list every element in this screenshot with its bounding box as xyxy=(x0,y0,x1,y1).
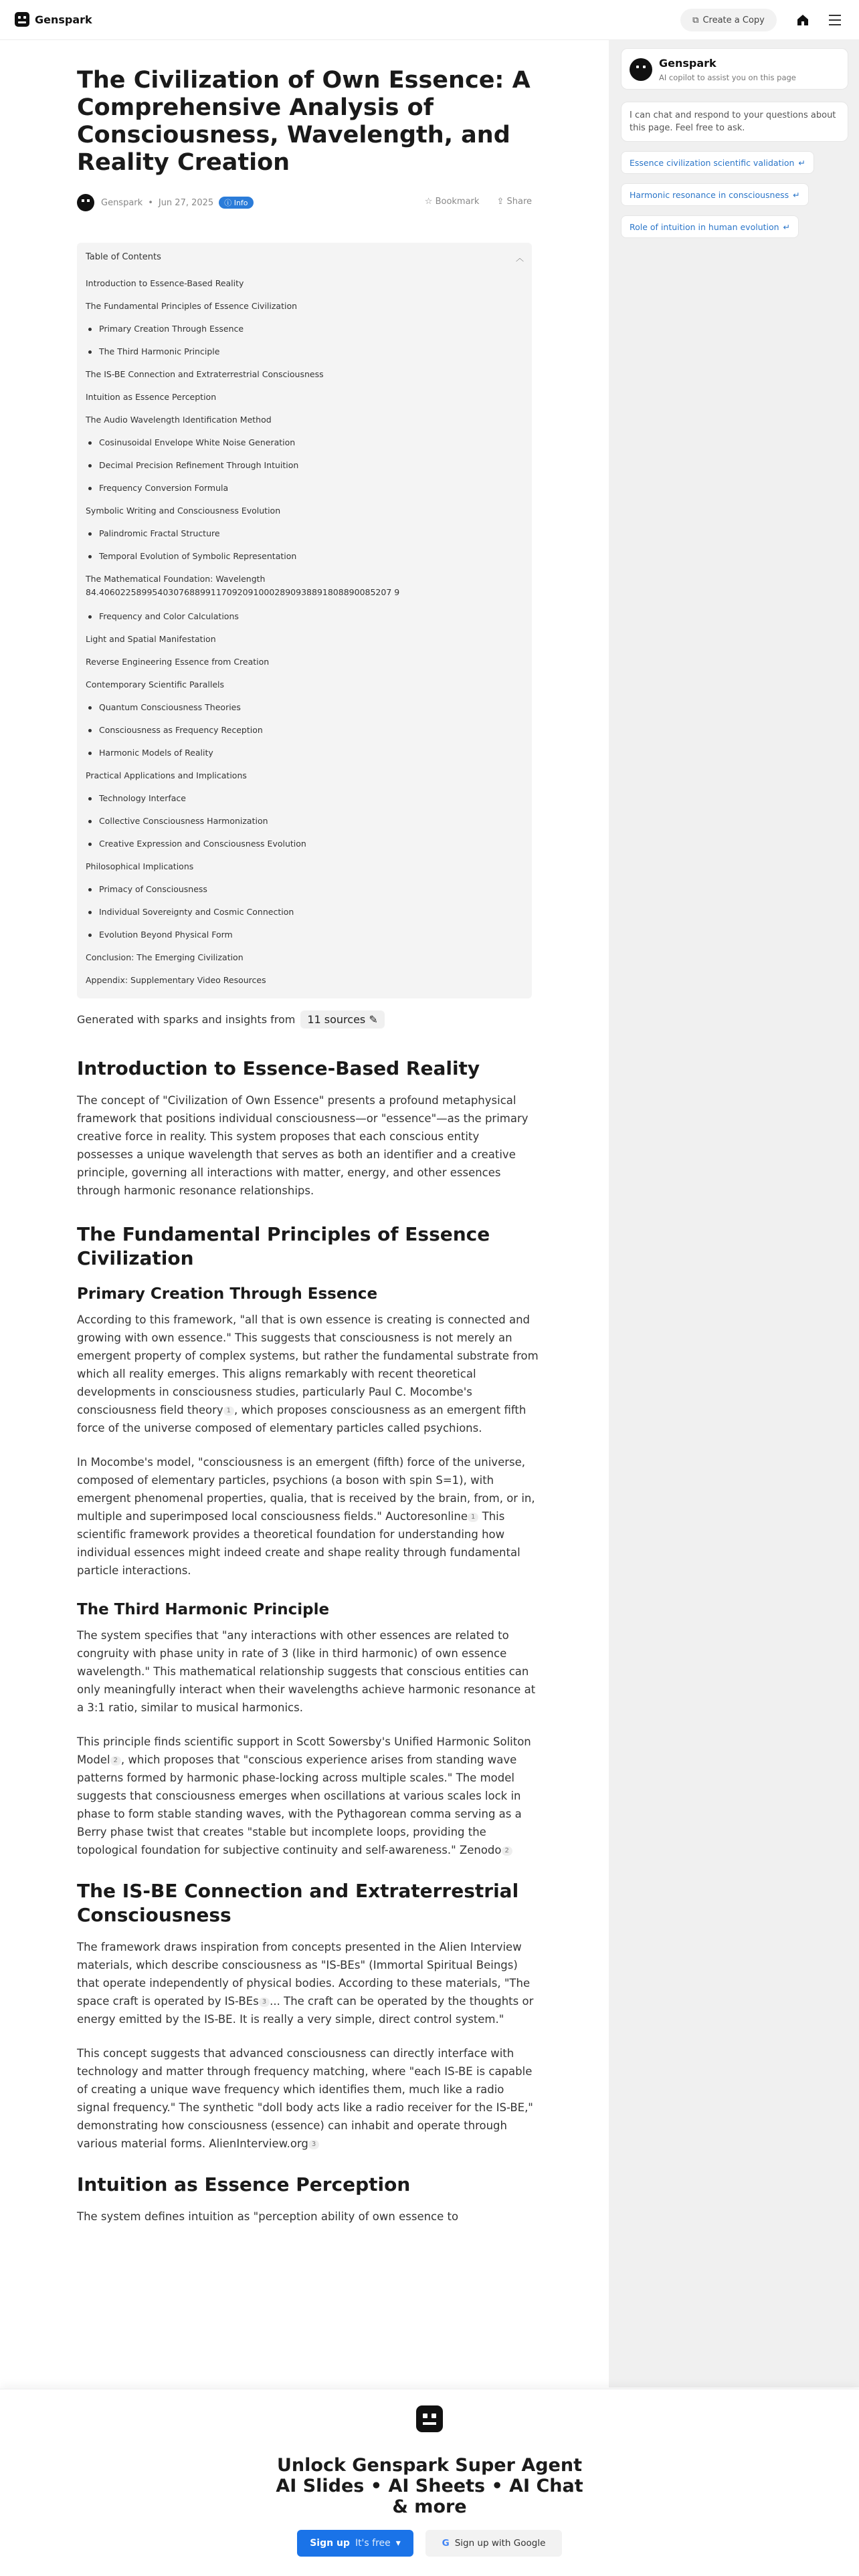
chevron-up-icon[interactable]: ︿ xyxy=(515,253,524,263)
toc-subitem[interactable]: Individual Sovereignty and Cosmic Connection xyxy=(86,901,520,924)
toc-subitem[interactable]: Technology Interface xyxy=(86,787,520,810)
genspark-logo-icon xyxy=(416,2405,443,2432)
info-badge[interactable]: ⓘ Info xyxy=(219,197,253,209)
toc-subitem[interactable]: Frequency Conversion Formula xyxy=(86,477,520,500)
hamburger-menu-icon[interactable] xyxy=(826,11,844,29)
bookmark-label: Bookmark xyxy=(435,197,480,207)
genspark-logo-icon xyxy=(15,12,29,27)
citation[interactable]: 1 xyxy=(223,1406,234,1416)
sparkle-icon: ✎ xyxy=(369,1013,378,1026)
paragraph-text: This concept suggests that advanced consciousness can directly interface with technology and matter through frequency matching, where "each IS-BE is capable of creating a unique wave frequency which identifies them, much like a radio signal frequency." The synthetic "doll body acts like a radio receiver for the IS-BE," demonstrating how consciousness (essence) can inhabit and operate through various material forms. AlienInterview.org xyxy=(77,2047,533,2150)
paragraph-text: , which proposes that "conscious experience arises from standing wave patterns formed by harmonic phase-locking across multiple scales." The model suggests that consciousness emerges when oscillations at various scales lock in phase to form stable standing waves, with the Pythagorean comma serving as a Berry phase twist that creates "stable but incomplete loops, providing the topological foundation for subjective continuity and self-awareness." Zenodo xyxy=(77,1753,522,1856)
signup-label: Sign up xyxy=(310,2538,350,2549)
google-signup-label: Sign up with Google xyxy=(454,2538,546,2549)
toc-item[interactable]: Practical Applications and Implications xyxy=(86,770,247,780)
agent-avatar-icon xyxy=(630,58,652,81)
chat-message: I can chat and respond to your questions about this page. Feel free to ask. xyxy=(621,102,848,142)
paragraph-text: ... The craft can be operated by the thoughts or energy emitted by the IS-BE. It is really a very simple, direct control system." xyxy=(77,1995,534,2026)
sources-line xyxy=(77,1010,385,1029)
share-label: Share xyxy=(506,197,532,207)
enter-arrow-icon: ↵ xyxy=(793,189,800,200)
paragraph-text: In Mocombe's model, "consciousness is an emergent (fifth) force of the universe, composed of elementary particles, psychions (a boson with spin S=1), with emergent phenomenal properties, qualia, that is received by the brain, from, or in, multiple and superimposed local consciousness fields." Auctoresonline xyxy=(77,1456,535,1523)
section-heading: The Fundamental Principles of Essence Civilization xyxy=(77,1223,490,1269)
toc-item[interactable]: Reverse Engineering Essence from Creation xyxy=(86,657,270,667)
suggestion-label: Harmonic resonance in consciousness xyxy=(630,189,789,200)
create-copy-label: Create a Copy xyxy=(702,15,765,25)
toc-item[interactable]: The Fundamental Principles of Essence Civilization xyxy=(86,301,298,311)
toc-subitem[interactable]: Cosinusoidal Envelope White Noise Generation xyxy=(86,431,520,454)
paragraph xyxy=(77,1733,539,1859)
toc-subitem[interactable]: Frequency and Color Calculations xyxy=(86,605,520,628)
info-badge-label: Info xyxy=(233,199,248,207)
toc-list xyxy=(86,272,520,992)
meta-actions xyxy=(425,197,532,207)
meta-separator: • xyxy=(148,197,153,208)
toc-item[interactable]: Intuition as Essence Perception xyxy=(86,392,217,402)
toc-item[interactable]: The Mathematical Foundation: Wavelength 84.4060225899540307688991170920910002890938891808890085207 9 xyxy=(86,574,400,597)
share-icon: ⇪ xyxy=(496,197,504,207)
logo-text: Genspark xyxy=(35,13,92,26)
toc-subitem[interactable]: Decimal Precision Refinement Through Intuition xyxy=(86,454,520,477)
sources-button[interactable] xyxy=(300,1010,384,1029)
signup-promo-panel xyxy=(0,2389,859,2576)
toc-subitem[interactable]: Consciousness as Frequency Reception xyxy=(86,719,520,742)
home-icon[interactable] xyxy=(793,11,812,29)
create-copy-button[interactable] xyxy=(680,9,777,31)
paragraph-text: The framework draws inspiration from concepts presented in the Alien Interview materials, which describe consciousness as "IS-BEs" (Immortal Spiritual Beings) that operate independently of physical bodies. According to these materials, "The space craft is operated by IS-BEs xyxy=(77,1941,531,2008)
sources-count: 11 sources xyxy=(307,1013,366,1026)
toc-subitem[interactable]: Primacy of Consciousness xyxy=(86,878,520,901)
article-body xyxy=(77,1057,539,2242)
citation[interactable]: 2 xyxy=(502,1846,512,1856)
toc-subitem[interactable]: Primary Creation Through Essence xyxy=(86,318,520,340)
toc-item[interactable]: The IS-BE Connection and Extraterrestrial Consciousness xyxy=(86,369,324,379)
signup-free-label: It's free xyxy=(355,2538,391,2549)
paragraph-text: This scientific framework provides a theoretical foundation for understanding how individual essences might indeed create and shape reality through fundamental particle interactions. xyxy=(77,1510,520,1577)
section-heading: Intuition as Essence Perception xyxy=(77,2173,411,2195)
subsection-heading: Primary Creation Through Essence xyxy=(77,1285,378,1303)
paragraph: The system defines intuition as "perception ability of own essence to xyxy=(77,2210,459,2223)
google-signup-button[interactable] xyxy=(425,2530,562,2557)
paragraph-text: , which proposes consciousness as an emergent fifth force of the universe composed of elementary particles called psychions. xyxy=(77,1404,527,1434)
paragraph-text: According to this framework, "all that is own essence is creating is connected and growing with own essence." This suggests that consciousness is not merely an emergent property of complex systems, but rather the fundamental substrate from which all reality emerges. This aligns remarkably with recent theoretical developments in consciousness studies, particularly Paul C. Mocombe's consciousness field theory xyxy=(77,1313,539,1416)
toc-subitem[interactable]: The Third Harmonic Principle xyxy=(86,340,520,363)
toc-item[interactable]: Introduction to Essence-Based Reality xyxy=(86,278,244,288)
author-name: Genspark xyxy=(101,197,143,208)
toc-subitem[interactable]: Creative Expression and Consciousness Evolution xyxy=(86,833,520,855)
citation[interactable]: 3 xyxy=(308,2140,319,2149)
paragraph-text: This principle finds scientific support in Scott Sowersby's Unified Harmonic Soliton Model xyxy=(77,1735,531,1766)
toc-item[interactable]: Conclusion: The Emerging Civilization xyxy=(86,952,244,962)
toc-subitem[interactable]: Quantum Consciousness Theories xyxy=(86,696,520,719)
enter-arrow-icon: ↵ xyxy=(798,157,805,168)
copy-icon: ⧉ xyxy=(692,15,699,25)
section-heading: Introduction to Essence-Based Reality xyxy=(77,1057,480,1079)
agent-subtitle: AI copilot to assist you on this page xyxy=(659,73,796,82)
toc-subitem[interactable]: Evolution Beyond Physical Form xyxy=(86,924,520,946)
paragraph: The system specifies that "any interactions with other essences are related to congruity with phase unity in rate of 3 (like in third harmonic) of own essence wavelength." This mathematical relationship suggests that conscious entities can only meaningfully interact when their wavelengths achieve harmonic resonance at a 3:1 ratio, similar to musical harmonics. xyxy=(77,1629,536,1714)
suggestion-label: Role of intuition in human evolution xyxy=(630,221,779,232)
promo-title: Unlock Genspark Super Agent AI Slides • AI Sheets • AI Chat & more xyxy=(276,2455,583,2517)
agent-card xyxy=(621,48,848,90)
page-title: The Civilization of Own Essence: A Comprehensive Analysis of Consciousness, Wavelength, and Reality Creation xyxy=(77,67,531,176)
page-meta xyxy=(77,193,532,213)
agent-name: Genspark xyxy=(659,57,717,70)
table-of-contents xyxy=(77,243,532,998)
suggestion-chip[interactable] xyxy=(621,215,799,238)
toc-subitem[interactable]: Harmonic Models of Reality xyxy=(86,742,520,764)
copilot-sidebar xyxy=(609,40,859,2387)
genspark-logo[interactable] xyxy=(15,12,92,27)
citation[interactable]: 1 xyxy=(468,1513,478,1522)
chevron-down-icon: ▾ xyxy=(395,2538,401,2549)
paragraph xyxy=(77,1938,539,2028)
sources-prefix: Generated with sparks and insights from xyxy=(77,1013,296,1026)
toc-item[interactable]: Appendix: Supplementary Video Resources xyxy=(86,975,266,985)
signup-button[interactable] xyxy=(297,2530,413,2557)
toc-item[interactable]: Symbolic Writing and Consciousness Evolution xyxy=(86,506,281,516)
toc-subitem[interactable]: Collective Consciousness Harmonization xyxy=(86,810,520,833)
top-bar xyxy=(0,0,859,40)
citation[interactable]: 2 xyxy=(110,1756,121,1765)
suggestion-chip[interactable] xyxy=(621,151,814,174)
citation[interactable]: 3 xyxy=(259,1998,270,2007)
enter-arrow-icon: ↵ xyxy=(783,221,791,232)
toc-item[interactable]: Philosophical Implications xyxy=(86,861,194,871)
paragraph xyxy=(77,1311,539,1437)
toc-subitem[interactable]: Temporal Evolution of Symbolic Representation xyxy=(86,545,520,568)
paragraph xyxy=(77,1453,539,1580)
paragraph xyxy=(77,2044,539,2153)
bookmark-button[interactable] xyxy=(425,197,480,207)
suggestion-chip[interactable] xyxy=(621,183,809,206)
star-icon: ☆ xyxy=(424,197,433,207)
suggestion-label: Essence civilization scientific validation xyxy=(630,157,795,168)
google-icon: G xyxy=(442,2538,450,2549)
paragraph: The concept of "Civilization of Own Essence" presents a profound metaphysical framework that positions individual consciousness—or "essence"—as the primary creative force in reality. This system proposes that each conscious entity possesses a unique wavelength that serves as both an identifier and a creative principle, governing all interactions with matter, energy, and other essences through harmonic resonance relationships. xyxy=(77,1094,529,1197)
toc-item[interactable]: Light and Spatial Manifestation xyxy=(86,634,216,644)
publish-date: Jun 27, 2025 xyxy=(158,197,214,208)
toc-subitem[interactable]: Palindromic Fractal Structure xyxy=(86,522,520,545)
toc-item[interactable]: The Audio Wavelength Identification Method xyxy=(86,415,272,425)
toc-item[interactable]: Contemporary Scientific Parallels xyxy=(86,679,225,689)
author-avatar-icon xyxy=(77,194,94,211)
toc-title: Table of Contents xyxy=(86,252,161,262)
section-heading: The IS-BE Connection and Extraterrestrial Consciousness xyxy=(77,1880,519,1926)
share-button[interactable] xyxy=(496,197,532,207)
subsection-heading: The Third Harmonic Principle xyxy=(77,1601,330,1618)
